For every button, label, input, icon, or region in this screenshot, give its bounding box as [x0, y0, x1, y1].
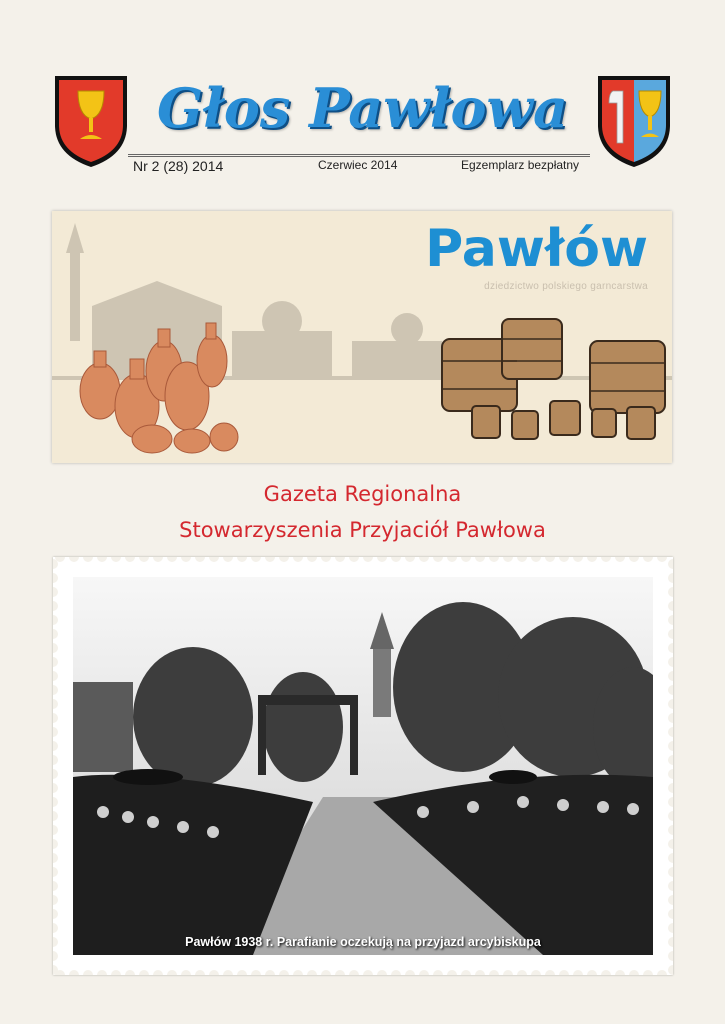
perforation-hole [657, 557, 667, 562]
perforation-hole [53, 741, 58, 751]
perforation-hole [668, 657, 673, 667]
perforation-hole [668, 923, 673, 933]
perforation-hole [53, 727, 58, 737]
perforation-hole [668, 797, 673, 807]
issue-number: Nr 2 (28) 2014 [133, 158, 224, 174]
perforation-hole [668, 573, 673, 583]
perforation-hole [601, 970, 611, 975]
perforation-hole [209, 557, 219, 562]
perforation-hole [83, 557, 93, 562]
perforation-hole [53, 867, 58, 877]
perforation-hole [53, 629, 58, 639]
perforation-hole [391, 557, 401, 562]
perforation-hole [53, 671, 58, 681]
perforation-hole [53, 825, 58, 835]
perforation-hole [668, 895, 673, 905]
perforation-hole [668, 951, 673, 961]
perforation-hole [307, 970, 317, 975]
perforation-hole [321, 557, 331, 562]
perforation-hole [237, 557, 247, 562]
masthead-rule [128, 154, 590, 155]
perforation-hole [237, 970, 247, 975]
perforation-hole [643, 970, 653, 975]
perforation-hole [97, 970, 107, 975]
perforation-hole [461, 970, 471, 975]
perforation-hole [668, 839, 673, 849]
perforation-hole [391, 970, 401, 975]
perforation-hole [125, 557, 135, 562]
perforation-hole [668, 587, 673, 597]
perforation-hole [643, 557, 653, 562]
perforation-hole [139, 970, 149, 975]
perforation-hole [363, 970, 373, 975]
perforation-hole [53, 713, 58, 723]
publication-subtitle-line1: Gazeta Regionalna [263, 482, 462, 506]
perforation-hole [293, 557, 303, 562]
perforation-hole [167, 557, 177, 562]
perforation-hole [545, 557, 555, 562]
perforation-hole [53, 685, 58, 695]
perforation-hole [668, 699, 673, 709]
perforation-hole [83, 970, 93, 975]
perforation-hole [251, 970, 261, 975]
perforation-hole [668, 727, 673, 737]
perforation-hole [531, 557, 541, 562]
perforation-hole [209, 970, 219, 975]
perforation-hole [53, 923, 58, 933]
perforation-hole [53, 811, 58, 821]
perforation-hole [111, 557, 121, 562]
perforation-hole [668, 909, 673, 919]
perforation-hole [53, 951, 58, 961]
perforation-hole [195, 557, 205, 562]
perforation-hole [53, 853, 58, 863]
perforation-hole [601, 557, 611, 562]
perforation-hole [668, 881, 673, 891]
perforation-hole [668, 671, 673, 681]
perforation-hole [668, 685, 673, 695]
perforation-hole [53, 657, 58, 667]
perforation-hole [668, 825, 673, 835]
price-note: Egzemplarz bezpłatny [461, 158, 580, 172]
perforation-hole [223, 970, 233, 975]
perforation-hole [461, 557, 471, 562]
perforation-hole [53, 909, 58, 919]
perforation-hole [668, 783, 673, 793]
perforation-hole [517, 970, 527, 975]
perforation-hole [489, 557, 499, 562]
perforation-hole [265, 557, 275, 562]
perforation-hole [668, 769, 673, 779]
perforation-hole [629, 557, 639, 562]
perforation-hole [69, 970, 79, 975]
perforation-hole [153, 557, 163, 562]
issue-date: Czerwiec 2014 [318, 158, 398, 172]
perforation-hole [531, 970, 541, 975]
masthead-title: Głos Pawłowa [156, 76, 568, 140]
perforation-hole [69, 557, 79, 562]
perforation-hole [668, 853, 673, 863]
perforation-hole [53, 615, 58, 625]
perforation-hole [559, 970, 569, 975]
perforation-hole [503, 557, 513, 562]
perforation-hole [545, 970, 555, 975]
banner-subtitle: dziedzictwo polskiego garncarstwa [484, 281, 648, 292]
perforation-hole [335, 970, 345, 975]
perforation-hole [53, 783, 58, 793]
perforation-hole [657, 970, 667, 975]
perforation-hole [668, 867, 673, 877]
perforation-hole [668, 741, 673, 751]
postage-stamp-frame [53, 557, 673, 975]
perforation-hole [223, 557, 233, 562]
perforation-hole [668, 811, 673, 821]
perforation-hole [559, 557, 569, 562]
perforation-hole [251, 557, 261, 562]
coat-of-arms-right [595, 73, 673, 169]
perforation-hole [53, 881, 58, 891]
perforation-hole [321, 970, 331, 975]
perforation-hole [53, 755, 58, 765]
perforation-hole [447, 970, 457, 975]
perforation-hole [573, 970, 583, 975]
perforation-hole [615, 970, 625, 975]
perforation-hole [668, 615, 673, 625]
perforation-hole [668, 755, 673, 765]
perforation-hole [668, 713, 673, 723]
perforation-hole [377, 557, 387, 562]
perforation-hole [53, 573, 58, 583]
perforation-hole [349, 557, 359, 562]
coat-of-arms-left [52, 73, 130, 169]
perforation-hole [125, 970, 135, 975]
perforation-hole [153, 970, 163, 975]
perforation-hole [97, 557, 107, 562]
perforation-hole [405, 557, 415, 562]
perforation-hole [293, 970, 303, 975]
perforation-hole [265, 970, 275, 975]
perforation-hole [489, 970, 499, 975]
perforation-hole [111, 970, 121, 975]
perforation-hole [53, 895, 58, 905]
perforation-hole [587, 970, 597, 975]
perforation-hole [181, 970, 191, 975]
perforation-hole [377, 970, 387, 975]
perforation-hole [433, 970, 443, 975]
perforation-hole [139, 557, 149, 562]
perforation-hole [447, 557, 457, 562]
perforation-hole [668, 601, 673, 611]
perforation-hole [475, 970, 485, 975]
perforation-hole [433, 557, 443, 562]
perforation-hole [53, 839, 58, 849]
perforation-hole [53, 699, 58, 709]
perforation-hole [573, 557, 583, 562]
perforation-hole [363, 557, 373, 562]
perforation-hole [587, 557, 597, 562]
perforation-hole [53, 937, 58, 947]
perforation-hole [53, 601, 58, 611]
perforation-hole [307, 557, 317, 562]
perforation-hole [668, 937, 673, 947]
perforation-hole [53, 797, 58, 807]
heritage-banner [52, 211, 672, 463]
perforation-hole [53, 769, 58, 779]
perforation-hole [615, 557, 625, 562]
historic-photo [73, 577, 653, 955]
perforation-hole [475, 557, 485, 562]
perforation-hole [181, 557, 191, 562]
perforation-hole [419, 557, 429, 562]
perforation-hole [53, 643, 58, 653]
perforation-hole [53, 587, 58, 597]
procession-photo-illustration [73, 577, 653, 955]
perforation-hole [335, 557, 345, 562]
perforation-hole [517, 557, 527, 562]
perforation-hole [668, 629, 673, 639]
banner-title: Pawłów [425, 219, 648, 279]
perforation-hole [419, 970, 429, 975]
photo-caption: Pawłów 1938 r. Parafianie oczekują na przyjazd arcybiskupa [185, 935, 541, 949]
perforation-hole [668, 965, 673, 975]
perforation-hole [349, 970, 359, 975]
perforation-hole [405, 970, 415, 975]
perforation-hole [167, 970, 177, 975]
perforation-hole [279, 970, 289, 975]
perforation-hole [503, 970, 513, 975]
perforation-hole [668, 643, 673, 653]
masthead-rule [128, 156, 590, 157]
perforation-hole [668, 559, 673, 569]
publication-subtitle-line2: Stowarzyszenia Przyjaciół Pawłowa [179, 518, 546, 542]
perforation-hole [279, 557, 289, 562]
perforation-hole [195, 970, 205, 975]
perforation-hole [629, 970, 639, 975]
